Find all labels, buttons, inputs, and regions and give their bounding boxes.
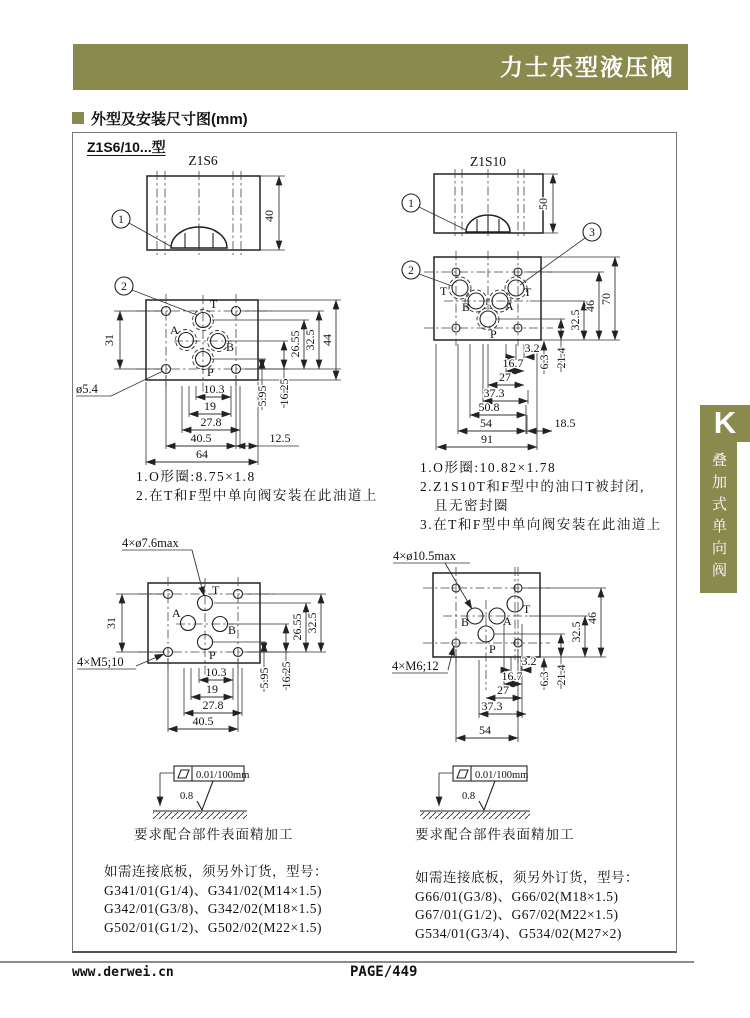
dim-label: 12.5 xyxy=(269,431,291,445)
finish-caption-z1s10: 要求配合部件表面精加工 xyxy=(415,827,575,842)
balloon-2: 2 xyxy=(121,281,127,293)
order-line: G342/01(G3/8)、G342/02(M18×1.5) xyxy=(104,901,322,916)
roughness-value: 0.8 xyxy=(180,791,194,802)
dim-label: 31 xyxy=(104,617,118,629)
footer-page-number: PAGE/449 xyxy=(350,964,418,980)
dim-label: 26.55 xyxy=(290,613,304,641)
order-line: G534/01(G3/4)、G534/02(M27×2) xyxy=(415,925,622,941)
z1s6-front-view xyxy=(76,277,341,465)
order-line: G502/01(G1/2)、G502/02(M22×1.5) xyxy=(104,919,322,935)
z1s6-view-title: Z1S6 xyxy=(188,153,218,168)
dim-label: 32.5 xyxy=(305,612,319,634)
dim-label: 18.5 xyxy=(554,416,576,430)
page-header-bar xyxy=(73,44,688,90)
chapter-tab-letter: K xyxy=(700,405,750,442)
note-line: 1.O形圈:10.82×1.78 xyxy=(420,460,557,475)
port-label-t: T xyxy=(210,297,218,311)
port-label-t: T xyxy=(523,602,531,616)
flatness-tolerance: 0.01/100mm xyxy=(196,770,250,781)
dim-label: 10.3 xyxy=(205,665,227,679)
z1s10-notes xyxy=(420,458,662,534)
port-label-b: B xyxy=(228,623,237,637)
port-label-t2: T xyxy=(524,285,532,299)
dim-label: 54 xyxy=(480,416,492,430)
order-line: G66/01(G3/8)、G66/02(M18×1.5) xyxy=(415,888,619,904)
dim-label: 32.5 xyxy=(568,309,582,331)
dim-label: 21.4 xyxy=(554,347,568,369)
surface-finish-symbol-z1s10 xyxy=(420,766,530,819)
note-line: 1.O形圈:8.75×1.8 xyxy=(136,469,256,484)
port-label-b: B xyxy=(462,300,471,314)
thread-callout: 4×M5;10 xyxy=(77,655,124,669)
dim-label: 32.5 xyxy=(303,329,317,351)
dim-label: 16.25 xyxy=(279,661,293,689)
dim-label: 70 xyxy=(599,293,613,305)
port-label-t: T xyxy=(212,583,220,597)
roughness-value: 0.8 xyxy=(462,791,476,802)
footer-website: www.derwei.cn xyxy=(72,965,174,980)
header-title: 力士乐型液压阀 xyxy=(500,54,675,80)
surface-finish-symbol-z1s6 xyxy=(153,766,249,819)
z1s6-pattern-view xyxy=(77,536,326,732)
z1s10-front-view xyxy=(402,251,620,450)
dim-label: 5.95 xyxy=(257,667,271,689)
dim-label: 27.8 xyxy=(200,415,222,429)
thread-callout: 4×M6;12 xyxy=(392,659,439,673)
dim-label: 16.25 xyxy=(277,378,291,406)
flatness-tolerance: 0.01/100mm xyxy=(475,770,529,781)
port-label-a: A xyxy=(172,606,181,620)
dim-label: 44 xyxy=(320,334,334,346)
chapter-tab-label xyxy=(700,442,737,593)
dim-label: 32.5 xyxy=(569,621,583,643)
dim-label: 10.3 xyxy=(203,382,225,396)
dim-label: 6.3 xyxy=(537,671,551,687)
footer-divider xyxy=(0,961,694,963)
port-label-a: A xyxy=(170,323,179,337)
dim-label: 50 xyxy=(536,198,550,210)
dim-label: 27 xyxy=(497,683,509,697)
dim-label: 5.95 xyxy=(255,385,269,407)
dim-label: 26.55 xyxy=(288,330,302,358)
port-label-a: A xyxy=(505,299,514,313)
dim-label: 54 xyxy=(479,723,491,737)
z1s10-order-info xyxy=(415,869,639,943)
dim-label: 19 xyxy=(204,399,216,413)
chapter-tab-text: 叠加式单向阀 xyxy=(710,452,727,584)
model-series-title: Z1S6/10...型 xyxy=(87,139,166,155)
port-label-b: B xyxy=(226,340,235,354)
dim-label: 46 xyxy=(585,612,599,624)
dim-label: 27 xyxy=(499,370,511,384)
dim-label: 91 xyxy=(481,432,493,446)
z1s10-section-view xyxy=(402,154,601,285)
z1s6-notes xyxy=(136,467,378,505)
z1s6-order-info xyxy=(104,863,328,937)
note-line: 2.在T和F型中单向阀安装在此油道上 xyxy=(136,488,378,503)
order-line: 如需连接底板，须另外订货，型号： xyxy=(104,864,328,879)
balloon-2: 2 xyxy=(408,265,414,277)
dim-label: 40 xyxy=(262,210,276,222)
section-title-text: 外型及安装尺寸图(mm) xyxy=(91,111,248,128)
dim-label: 64 xyxy=(196,447,208,461)
note-line: 且无密封圈 xyxy=(434,498,509,513)
dim-label: 40.5 xyxy=(192,714,214,728)
finish-caption-z1s6: 要求配合部件表面精加工 xyxy=(134,827,294,842)
z1s6-section-view xyxy=(112,153,285,255)
dim-label: 40.5 xyxy=(190,431,212,445)
dim-label: 31 xyxy=(102,334,116,346)
section-title xyxy=(72,108,248,129)
note-line: 2.Z1S10T和F型中的油口T被封闭, xyxy=(420,479,646,494)
balloon-1: 1 xyxy=(118,214,124,226)
port-label-p: P xyxy=(207,365,214,379)
dim-label: 50.8 xyxy=(478,400,500,414)
port-label-t1: T xyxy=(440,284,448,298)
dim-label: 46 xyxy=(583,300,597,312)
dim-label: 16.7 xyxy=(502,356,524,370)
order-line: G341/01(G1/4)、G341/02(M14×1.5) xyxy=(104,882,322,898)
balloon-3: 3 xyxy=(589,227,595,239)
order-line: 如需连接底板，须另外订货，型号： xyxy=(415,870,639,885)
drill-callout: 4×ø7.6max xyxy=(122,536,179,550)
dim-label: 3.2 xyxy=(524,341,540,355)
order-line: G67/01(G1/2)、G67/02(M22×1.5) xyxy=(415,907,619,922)
dim-label: 37.3 xyxy=(481,699,503,713)
dim-label: 27.8 xyxy=(202,698,224,712)
dim-label: 6.3 xyxy=(537,354,551,370)
z1s10-pattern-view xyxy=(392,549,606,742)
port-label-p: P xyxy=(209,648,216,662)
note-line: 3.在T和F型中单向阀安装在此油道上 xyxy=(420,517,662,532)
section-bullet-icon xyxy=(72,112,84,124)
port-label-a: A xyxy=(503,614,512,628)
dim-label: 19 xyxy=(206,682,218,696)
dim-label: 3.2 xyxy=(521,654,537,668)
balloon-1: 1 xyxy=(408,198,414,210)
z1s10-view-title: Z1S10 xyxy=(469,154,507,169)
drill-callout: 4×ø10.5max xyxy=(393,549,456,563)
dim-label: 21.4 xyxy=(554,664,568,686)
hole-diameter-label: ø5.4 xyxy=(76,382,98,396)
port-label-p: P xyxy=(490,327,497,341)
dim-label: 16.7 xyxy=(501,669,523,683)
port-label-p: P xyxy=(489,642,496,656)
port-label-b: B xyxy=(461,615,470,629)
dim-label: 37.3 xyxy=(483,386,505,400)
